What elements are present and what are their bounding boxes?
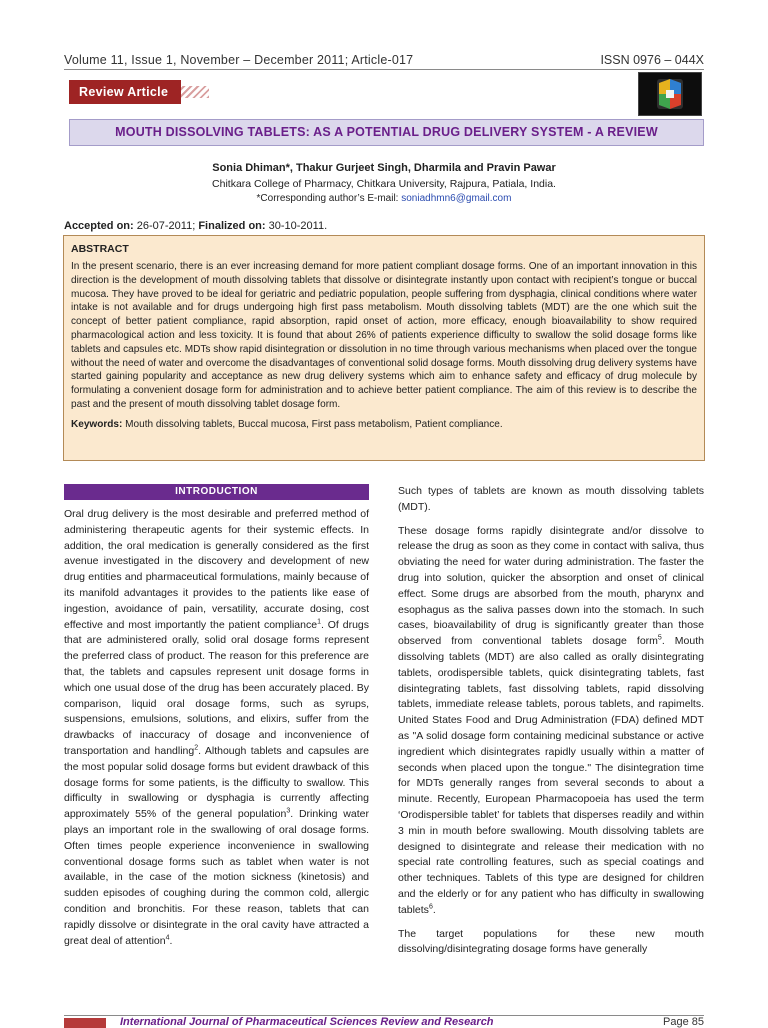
text-run: . Although tablets and capsules are the most popular solid dosage forms but evident drawback of this dosage forms for some patients, is the difficulty to swallow. This difficulty in swallowing or dysphagia is currently affecting approximately 55% of the general population xyxy=(64,744,369,821)
intro-paragraph-3 xyxy=(398,524,704,919)
intro-paragraph-1 xyxy=(64,507,369,949)
footer-journal-name: International Journal of Pharmaceutical Sciences Review and Research xyxy=(120,1016,494,1028)
volume-issue-line: Volume 11, Issue 1, November – December 2011; Article-017 xyxy=(64,53,414,67)
finalized-date: 30-10-2011. xyxy=(268,220,328,232)
journal-logo-icon xyxy=(639,73,701,115)
badge-hatch-decoration xyxy=(181,86,209,98)
journal-logo xyxy=(638,72,702,116)
keywords-label: Keywords: xyxy=(71,418,123,430)
review-article-badge: Review Article xyxy=(69,80,181,104)
citation-ref: 3 xyxy=(286,807,291,815)
citation-ref: 2 xyxy=(194,744,199,752)
article-dates xyxy=(64,220,327,232)
text-run: . Of drugs that are administered orally, solid oral dosage forms represent the preferred class of product. The reason for this preference are that, the tablets and capsules represent unit dosage forms in which one usual dose of the drug has been accurately placed. By comparison, liquid oral dosage forms, such as syrups, suspensions, emulsions, solutions, and elixirs, suffer from the drawbacks of inaccuracy of dosage and inconvenience of transportation and handling xyxy=(64,618,369,757)
right-column xyxy=(398,484,704,958)
abstract-heading: ABSTRACT xyxy=(71,243,129,255)
accepted-date: 26-07-2011; xyxy=(136,220,196,232)
issn: ISSN 0976 – 044X xyxy=(600,53,704,67)
author-list: Sonia Dhiman*, Thakur Gurjeet Singh, Dharmila and Pravin Pawar xyxy=(212,162,556,174)
accepted-label: Accepted on: xyxy=(64,220,134,232)
intro-paragraph-4: The target populations for these new mouth dissolving/disintegrating dosage forms have generally xyxy=(398,927,704,956)
footer-logo xyxy=(64,1018,106,1028)
affiliation: Chitkara College of Pharmacy, Chitkara University, Rajpura, Patiala, India. xyxy=(212,178,556,190)
finalized-label: Finalized on: xyxy=(198,220,266,232)
citation-ref: 4 xyxy=(165,934,170,942)
intro-paragraph-2: Such types of tablets are known as mouth dissolving tablets (MDT). xyxy=(398,485,704,513)
article-title: MOUTH DISSOLVING TABLETS: AS A POTENTIAL DRUG DELIVERY SYSTEM - A REVIEW xyxy=(69,119,704,146)
text-run: . Drinking water plays an important role in the swallowing of oral dosage forms. Often times people experience inconvenience in swallowing conventional dosage forms such as tablet when water is not available, in the case of the motion sickness (kinetosis) and sudden episodes of coughing during the common cold, allergic condition and bronchitis. For these reason, tablets that can rapidly dissolve or disintegrate in the oral cavity have attracted a great deal of attention xyxy=(64,808,369,947)
left-column xyxy=(64,507,369,949)
text-run: . Mouth dissolving tablets (MDT) are also called as orally disintegrating tablets, orodispersible tablets, quick disintegrating tablets, fast disintegrating tablets, fast dissolving tablets, rapid dissolving tablets, immediate release tablets, porous tablets, and rapimelts. United States Food and Drug Administration (FDA) defined MDT as "A solid dosage form containing medicinal substance or active ingredient which disintegrates rapidly usually within a matter of seconds when placed upon the tongue." The disintegration time for MDTs generally ranges from several seconds to about a minute. Recently, European Pharmacopoeia has used the term ‘Orodispersible tablet’ for tablets that disperses readily and within 3 min in mouth before swallowing. Mouth dissolving tablets are designed to disintegrate and release their medication with no special rate controlling features, such as special coatings and other techniques. Tablets of this type are designed for children and the elderly or for any patient who has difficulty in swallowing tablets xyxy=(398,635,704,916)
text-run: . xyxy=(432,903,436,916)
page-number: Page 85 xyxy=(663,1016,704,1028)
keywords xyxy=(71,418,697,432)
header-rule xyxy=(64,69,704,70)
abstract-box xyxy=(63,235,705,461)
text-run: . xyxy=(169,934,173,947)
corresponding-author xyxy=(0,193,768,204)
abstract-text: In the present scenario, there is an ever increasing demand for more patient compliant dosage forms. One of an important innovation in this direction is the development of mouth dissolving tablets that dissolve or disintegrate instantly upon contact with recipient’s tongue or buccal mucosa. They have proved to be ideal for geriatric and pediatric population, people suffering from dysphagia, clinical conditions where water intake is not available and for drugs undergoing high first pass metabolism. Mouth dissolving tablets (MDT) are the one which suit the concept of better patient compliance, rapid absorption, rapid onset of action, more efficacy, enough bioavailability to show required pharmacological action and less toxicity. It is found that about 26% of patients experience difficulty to swallow the solid dosage forms like tablets and capsules etc. MDTs show rapid disintegration or dissolution in no time through various mechanisms when placed over the tongue without the need of water and overcome the disadvantages of conventional solid dosage forms. Mouth dissolving drug delivery systems have started gaining popularity and acceptance as new drug delivery systems which aim to enhance safety and efficacy of drug molecule by formulating a convenient dosage form for administration and to achieve better patient compliance. The aim of this review is to describe the past and the present of mouth dissolving tablet dosage form. xyxy=(71,261,697,410)
text-run: These dosage forms rapidly disintegrate and/or dissolve to release the drug as soon as they come in contact with saliva, thus obviating the need for water during administration. The faster the drug into solution, quicker the absorption and onset of clinical effect. Some drugs are absorbed from the mouth, pharynx and esophagus as the saliva passes down into the stomach. In such cases, bioavailability of drug is significantly greater than those observed from conventional tablets dosage form xyxy=(398,524,704,648)
text-run: Oral drug delivery is the most desirable and preferred method of administering therapeutic agents for their systemic effects. In addition, the oral medication is generally considered as the first avenue investigated in the discovery and development of new drug entities and pharmaceutical formulations, mainly because of its manifold advantages it provides to the patients like ease of ingestion, avoidance of pain, versatility, accurate dosing, cost effective and most importantly the patient compliance xyxy=(64,508,369,631)
introduction-heading: INTRODUCTION xyxy=(64,484,369,500)
citation-ref: 6 xyxy=(428,903,433,911)
corresponding-label: *Corresponding author’s E-mail: xyxy=(256,193,399,204)
citation-ref: 5 xyxy=(657,634,662,642)
author-email-link[interactable]: soniadhmn6@gmail.com xyxy=(401,193,512,204)
citation-ref: 1 xyxy=(317,618,321,626)
keywords-list: Mouth dissolving tablets, Buccal mucosa, First pass metabolism, Patient compliance. xyxy=(125,418,503,430)
